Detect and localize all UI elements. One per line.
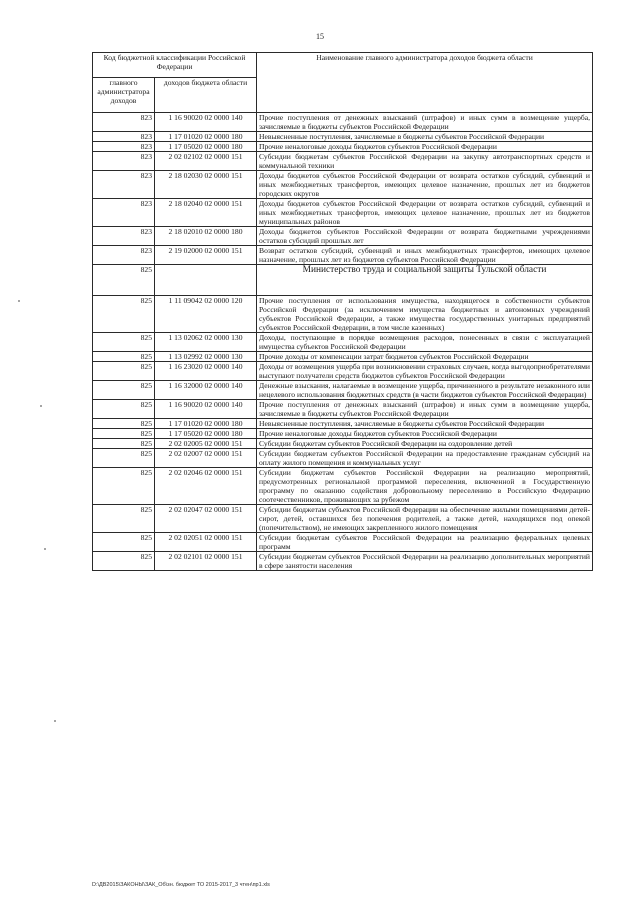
income-name-cell: Прочие неналоговые доходы бюджетов субъектов Российской Федерации [257,142,593,152]
admin-code-cell: 825 [93,552,155,571]
scan-speck [54,720,56,722]
income-code-cell: 2 18 02040 02 0000 151 [155,199,257,227]
income-name-cell: Субсидии бюджетам субъектов Российской Федерации на реализацию дополнительных мероприятий в сфере занятости населения [257,552,593,571]
income-name-cell: Невыясненные поступления, зачисляемые в бюджеты субъектов Российской Федерации [257,132,593,142]
income-code-cell: 2 02 02051 02 0000 151 [155,533,257,552]
income-code-cell: 2 02 02007 02 0000 151 [155,449,257,468]
income-name-cell: Прочие неналоговые доходы бюджетов субъектов Российской Федерации [257,429,593,439]
admin-code-cell: 823 [93,171,155,199]
income-name-cell: Доходы бюджетов субъектов Российской Федерации от возврата остатков субсидий, субвенций и иных межбюджетных трансфертов, имеющих целевое назначение, прошлых лет из бюджетов городских округов [257,171,593,199]
income-code-cell: 1 16 23020 02 0000 140 [155,362,257,381]
table-row [93,113,593,132]
table-row [93,400,593,419]
table-row [93,381,593,400]
table-row [93,362,593,381]
table-row [93,449,593,468]
table-row [93,533,593,552]
admin-code-cell: 825 [93,533,155,552]
admin-code-cell: 825 [93,265,155,296]
table-row [93,142,593,152]
admin-code-cell: 825 [93,439,155,449]
table-row [93,171,593,199]
page-number: 15 [316,32,324,41]
income-code-cell: 2 02 02047 02 0000 151 [155,505,257,533]
file-path-footer: D:\ДВ2015\ЗАКОНЫ\ЗАК_Об\зн. бюджет ТО 2015-2017_3 чтен\пр1.xls [92,882,270,888]
income-name-cell: Субсидии бюджетам субъектов Российской Федерации на предоставление гражданам субсидий на оплату жилого помещения и коммунальных услуг [257,449,593,468]
income-code-cell: 1 11 09042 02 0000 120 [155,296,257,333]
table-row [93,429,593,439]
header-name-column: Наименование главного администратора доходов бюджета области [257,53,593,113]
admin-code-cell: 825 [93,449,155,468]
income-name-cell: Прочие доходы от компенсации затрат бюджетов субъектов Российской Федерации [257,352,593,362]
admin-code-cell: 823 [93,113,155,132]
ministry-name-cell: Министерство труда и социальной защиты Тульской области [257,265,593,296]
admin-code-cell: 825 [93,429,155,439]
income-code-cell: 1 13 02992 02 0000 130 [155,352,257,362]
admin-code-cell: 825 [93,362,155,381]
table-row [93,419,593,429]
table-row [93,246,593,265]
table-body [93,113,593,571]
admin-code-cell: 823 [93,152,155,171]
income-code-cell: 1 16 90020 02 0000 140 [155,400,257,419]
table-row [93,352,593,362]
table-row [93,296,593,333]
income-code-cell [155,265,257,296]
scan-speck [18,300,20,302]
budget-classification-table [92,52,593,571]
income-name-cell: Доходы бюджетов субъектов Российской Федерации от возврата бюджетными учреждениями остатков субсидий прошлых лет [257,227,593,246]
income-name-cell: Субсидии бюджетам субъектов Российской Федерации на реализацию мероприятий, предусмотренных региональной программой переселения, включенной в Государственную программу по оказанию содействия добровольному переселению в Российскую Федерацию соотечественников, проживающих за рубежом [257,468,593,505]
admin-code-cell: 825 [93,333,155,352]
income-code-cell: 1 17 01020 02 0000 180 [155,419,257,429]
income-name-cell: Доходы бюджетов субъектов Российской Федерации от возврата остатков субсидий, субвенций и иных межбюджетных трансфертов, имеющих целевое назначение, прошлых лет из бюджетов муниципальных районов [257,199,593,227]
admin-code-cell: 823 [93,246,155,265]
income-code-cell: 2 02 02101 02 0000 151 [155,552,257,571]
income-name-cell: Доходы от возмещения ущерба при возникновении страховых случаев, когда выгодоприобретателями выступают получатели средств бюджетов субъектов Российской Федерации [257,362,593,381]
admin-code-cell: 825 [93,419,155,429]
admin-code-cell: 825 [93,400,155,419]
table-row [93,468,593,505]
income-code-cell: 1 17 01020 02 0000 180 [155,132,257,142]
income-code-cell: 2 18 02010 02 0000 180 [155,227,257,246]
income-code-cell: 1 13 02062 02 0000 130 [155,333,257,352]
income-code-cell: 1 16 90020 02 0000 140 [155,113,257,132]
table-row [93,505,593,533]
income-code-cell: 2 02 02005 02 0000 151 [155,439,257,449]
income-code-cell: 2 19 02000 02 0000 151 [155,246,257,265]
scan-speck [40,405,42,407]
admin-code-cell: 825 [93,381,155,400]
income-code-cell: 1 16 32000 02 0000 140 [155,381,257,400]
admin-code-cell: 825 [93,468,155,505]
income-name-cell: Субсидии бюджетам субъектов Российской Федерации на обеспечение жилыми помещениями детей-сирот, детей, оставшихся без попечения родителей, а также детей, находящихся под опекой (попечительством), не имеющих закрепленного жилого помещения [257,505,593,533]
table-row [93,552,593,571]
income-name-cell: Субсидии бюджетам субъектов Российской Федерации на реализацию федеральных целевых программ [257,533,593,552]
income-name-cell: Субсидии бюджетам субъектов Российской Федерации на закупку автотранспортных средств и коммунальной техники [257,152,593,171]
income-code-cell: 1 17 05020 02 0000 180 [155,142,257,152]
income-code-cell: 2 02 02046 02 0000 151 [155,468,257,505]
income-code-cell: 1 17 05020 02 0000 180 [155,429,257,439]
income-name-cell: Невыясненные поступления, зачисляемые в бюджеты субъектов Российской Федерации [257,419,593,429]
admin-code-cell: 823 [93,227,155,246]
admin-code-cell: 823 [93,142,155,152]
table-row [93,152,593,171]
income-name-cell: Субсидии бюджетам субъектов Российской Федерации на оздоровление детей [257,439,593,449]
table-row [93,439,593,449]
admin-code-cell: 825 [93,505,155,533]
income-name-cell: Возврат остатков субсидий, субвенций и иных межбюджетных трансфертов, имеющих целевое назначение, прошлых лет из бюджетов субъектов Российской Федерации [257,246,593,265]
income-name-cell: Прочие поступления от денежных взысканий (штрафов) и иных сумм в возмещение ущерба, зачисляемые в бюджеты субъектов Российской Федерации [257,400,593,419]
income-name-cell: Прочие поступления от использования имущества, находящегося в собственности субъектов Российской Федерации (за исключением имущества бюджетных и автономных учреждений субъектов Российской Федерации, а также имущества государственных унитарных предприятий субъектов Российской Федерации, в том числе казенных) [257,296,593,333]
admin-code-cell: 823 [93,199,155,227]
ministry-row [93,265,593,296]
table-row [93,333,593,352]
income-code-cell: 2 18 02030 02 0000 151 [155,171,257,199]
table-row [93,199,593,227]
table-row [93,132,593,142]
admin-code-cell: 823 [93,132,155,142]
income-name-cell: Денежные взыскания, налагаемые в возмещение ущерба, причиненного в результате незаконного или нецелевого использования бюджетных средств (в части бюджетов субъектов Российской Федерации) [257,381,593,400]
income-code-cell: 2 02 02102 02 0000 151 [155,152,257,171]
header-code-group: Код бюджетной классификации Российской Федерации [93,53,257,78]
admin-code-cell: 825 [93,352,155,362]
header-admin-column: главного администратора доходов [93,78,155,113]
income-name-cell: Доходы, поступающие в порядке возмещения расходов, понесенных в связи с эксплуатацией имущества субъектов Российской Федерации [257,333,593,352]
admin-code-cell: 825 [93,296,155,333]
table-row [93,227,593,246]
scan-speck [44,548,46,550]
header-income-column: доходов бюджета области [155,78,257,113]
income-name-cell: Прочие поступления от денежных взысканий (штрафов) и иных сумм в возмещение ущерба, зачисляемые в бюджеты субъектов Российской Федерации [257,113,593,132]
